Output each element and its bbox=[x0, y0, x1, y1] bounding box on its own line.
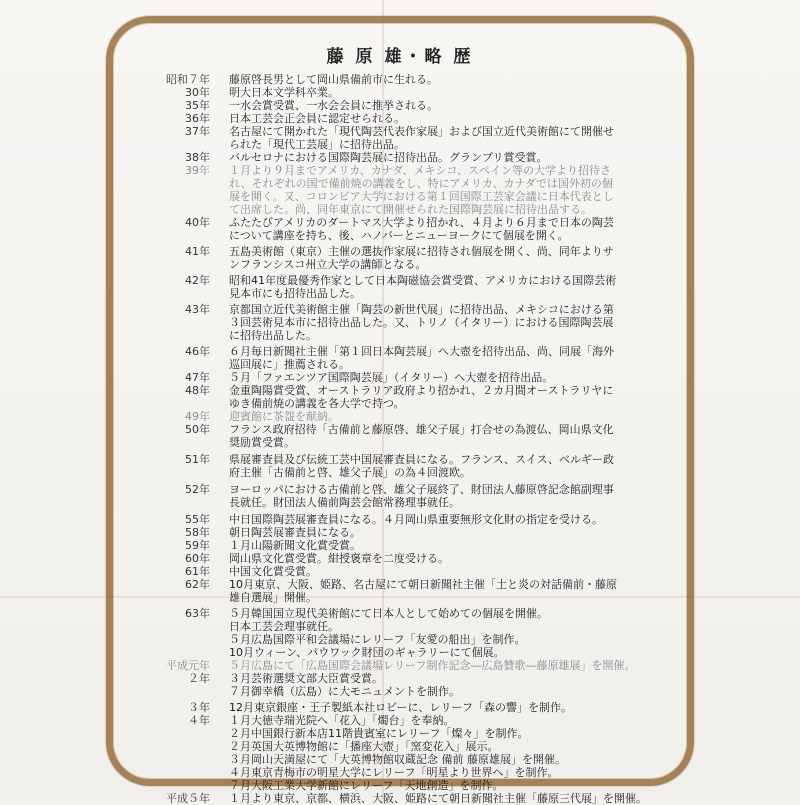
biography-entry bbox=[140, 453, 672, 479]
entry-text: 10月東京、大阪、姫路、名古屋にて朝日新聞社主催「土と炎の対話備前・藤原 雄自選展」開催。 bbox=[229, 578, 617, 604]
biography-entry bbox=[140, 672, 672, 698]
biography-list bbox=[140, 73, 672, 805]
entry-text: ５月韓国国立現代美術館にて日本人として始めての個展を開催。 日本工芸会理事就任。 ５月広島国際平和会議場にレリーフ「友愛の船出」を制作。 10月ウィーン、パウワック財団のギャラリーにて個展。 bbox=[229, 607, 548, 659]
biography-entry bbox=[140, 701, 672, 714]
biography-entry bbox=[140, 714, 672, 792]
entry-year: 52年 bbox=[185, 483, 210, 496]
entry-year: 37年 bbox=[185, 125, 210, 138]
entry-year: 43年 bbox=[185, 303, 210, 316]
entry-text: 昭和41年度最優秀作家として日本陶磁協会賞受賞、アメリカにおける国際芸術 見本市にも招待出品した。 bbox=[229, 274, 617, 300]
entry-year: 39年 bbox=[185, 164, 210, 177]
page-title: 藤 原 雄・略 歴 bbox=[326, 47, 474, 67]
biography-entry bbox=[140, 371, 672, 384]
entry-year: 62年 bbox=[185, 578, 210, 591]
entry-year: 61年 bbox=[185, 565, 210, 578]
biography-entry bbox=[140, 112, 672, 125]
biography-entry bbox=[140, 526, 672, 539]
entry-year: 46年 bbox=[185, 345, 210, 358]
entry-text: 五島美術館（東京）主催の選抜作家展に招待され個展を開く、尚、同年よりサ ンフランシスコ州立大学の講師となる。 bbox=[229, 245, 614, 271]
biography-entry bbox=[140, 659, 672, 672]
biography-entry bbox=[140, 483, 672, 509]
entry-year: ２年 bbox=[188, 672, 210, 685]
entry-text: ふたたびアメリカのダートマス大学より招かれ、４月より６月まで日本の陶芸 について講座を持ち、後、ハノバーとニューヨークにて個展を開く。 bbox=[229, 216, 614, 242]
entry-year: 平成元年 bbox=[166, 659, 210, 672]
biography-entry bbox=[140, 274, 672, 300]
biography-entry bbox=[140, 552, 672, 565]
biography-entry bbox=[140, 423, 672, 449]
biography-entry bbox=[140, 86, 672, 99]
entry-year: 38年 bbox=[185, 151, 210, 164]
entry-text: ヨーロッパにおける古備前と啓、雄父子展終了、財団法人藤原啓記念館副理事 長就任。財団法人備前陶芸会館常務理事就任。 bbox=[229, 483, 614, 509]
biography-entry bbox=[140, 216, 672, 242]
biography-entry bbox=[140, 792, 672, 805]
entry-year: 48年 bbox=[185, 384, 210, 397]
entry-text: ３月芸術選奨文部大臣賞受賞。 ７月御幸橋（広島）に大モニュメントを制作。 bbox=[229, 672, 460, 698]
biography-entry bbox=[140, 410, 672, 423]
biography-entry bbox=[140, 607, 672, 659]
entry-year: 40年 bbox=[185, 216, 210, 229]
biography-entry bbox=[140, 565, 672, 578]
entry-year: 58年 bbox=[185, 526, 210, 539]
biography-entry bbox=[140, 345, 672, 371]
entry-year: 36年 bbox=[185, 112, 210, 125]
entry-year: 平成５年 bbox=[166, 792, 210, 805]
entry-year: 60年 bbox=[185, 552, 210, 565]
entry-text: 岡山県文化賞受賞。紺授褒章を二度受ける。 bbox=[229, 552, 449, 565]
entry-text: 朝日陶芸展審査員になる。 bbox=[229, 526, 361, 539]
entry-text: 名古屋にて開かれた「現代陶芸代表作家展」および国立近代美術館にて開催せ られた「現代工芸展」に招待出品。 bbox=[229, 125, 614, 151]
biography-entry bbox=[140, 99, 672, 112]
entry-text: 県展審査員及び伝統工芸中国展審査員になる。フランス、スイス、ベルギー政 府主催「古備前と啓、雄父子展」の為４回渡欧。 bbox=[229, 453, 614, 479]
biography-entry bbox=[140, 303, 672, 342]
entry-year: 昭和７年 bbox=[166, 73, 210, 86]
entry-year: 47年 bbox=[185, 371, 210, 384]
entry-year: 59年 bbox=[185, 539, 210, 552]
biography-entry bbox=[140, 384, 672, 410]
entry-text: 日本工芸会正会員に認定せられる。 bbox=[229, 112, 405, 125]
entry-text: 中国文化賞受賞。 bbox=[229, 565, 317, 578]
entry-text: 藤原啓長男として岡山県備前市に生れる。 bbox=[229, 73, 438, 86]
entry-text: 迎賓館に茶盌を献納。 bbox=[229, 410, 339, 423]
entry-text: 中日国際陶芸展審査員になる。４月岡山県重要無形文化財の指定を受ける。 bbox=[229, 513, 603, 526]
biography-entry bbox=[140, 245, 672, 271]
entry-text: 金重陶陽賞受賞、オーストラリア政府より招かれ、２カ月間オーストラリヤに ゆき備前焼の講義を各大学で持つ。 bbox=[229, 384, 614, 410]
entry-text: ５月「ファエンツア国際陶芸展」（イタリー）へ大壺を招待出品。 bbox=[229, 371, 554, 384]
entry-year: ４年 bbox=[188, 714, 210, 727]
entry-text: バルセロナにおける国際陶芸展に招待出品。グランプリ賞受賞。 bbox=[229, 151, 548, 164]
biography-entry bbox=[140, 578, 672, 604]
entry-text: 一水会賞受賞、一水会会員に推挙される。 bbox=[229, 99, 438, 112]
biography-entry bbox=[140, 151, 672, 164]
entry-year: 41年 bbox=[185, 245, 210, 258]
entry-text: フランス政府招待「古備前と藤原啓、雄父子展」打合せの為渡仏、岡山県文化 奨励賞受賞。 bbox=[229, 423, 614, 449]
entry-text: 12月東京銀座・王子製紙本社ロビーに、レリーフ「森の響」を制作。 bbox=[229, 701, 573, 714]
entry-year: 30年 bbox=[185, 86, 210, 99]
entry-text: ６月毎日新聞社主催「第１回日本陶芸展」へ大壺を招待出品、尚、同展「海外 巡回展に」推薦される。 bbox=[229, 345, 614, 371]
biography-entry bbox=[140, 164, 672, 216]
biography-entry bbox=[140, 539, 672, 552]
entry-year: 50年 bbox=[185, 423, 210, 436]
entry-text: １月大徳寺瑞光院へ「花入」「燭台」を奉納。 ２月中国銀行新本店11階貴賓室にレリーフ「燦々」を制作。 ２月英国大英博物館に「播座大壺」「窯変花入」展示。 ３月岡山天満屋にて「大英博物館収蔵記念 備前 藤原雄展」を開催。 ４月東京青梅市の明星大学にレリーフ「明星より世界へ」を制作。 ７月大阪工業大学新館にレリーフ「天地創造」を制作。 bbox=[229, 714, 566, 792]
biography-entry bbox=[140, 513, 672, 526]
entry-text: 京都国立近代美術館主催「陶芸の新世代展」に招待出品、メキシコにおける第 ３回芸術見本市に招待出品した。又、トリノ（イタリー）における国際陶芸展 に招待出品した。 bbox=[229, 303, 614, 342]
entry-year: 35年 bbox=[185, 99, 210, 112]
entry-text: １月より９月までアメリカ、カナダ、メキシコ、スペイン等の大学より招待さ れ、それぞれの国で備前焼の講義をし、特にアメリカ、カナダでは国外初の個 展を開く。又、コロンビア大学における第１回国際工芸家会議に日本代表とし て出席した。尚、同年東京にて開催せられた国際陶芸展に招待出品する。 bbox=[229, 164, 614, 216]
entry-year: ３年 bbox=[188, 701, 210, 714]
entry-text: １月より東京、京都、横浜、大阪、姫路にて朝日新聞社主催「藤原三代展」を開催。 bbox=[229, 792, 647, 805]
biography-entry bbox=[140, 73, 672, 86]
biography-entry bbox=[140, 125, 672, 151]
entry-year: 51年 bbox=[185, 453, 210, 466]
entry-year: 63年 bbox=[185, 607, 210, 620]
entry-year: 49年 bbox=[185, 410, 210, 423]
entry-year: 55年 bbox=[185, 513, 210, 526]
entry-text: １月山陽新聞文化賞受賞。 bbox=[229, 539, 361, 552]
entry-year: 42年 bbox=[185, 274, 210, 287]
entry-text: 明大日本文学科卒業。 bbox=[229, 86, 339, 99]
entry-text: ５月広島にて「広島国際会議場レリーフ制作記念―広島贊歌―藤原雄展」を開催。 bbox=[229, 659, 636, 672]
